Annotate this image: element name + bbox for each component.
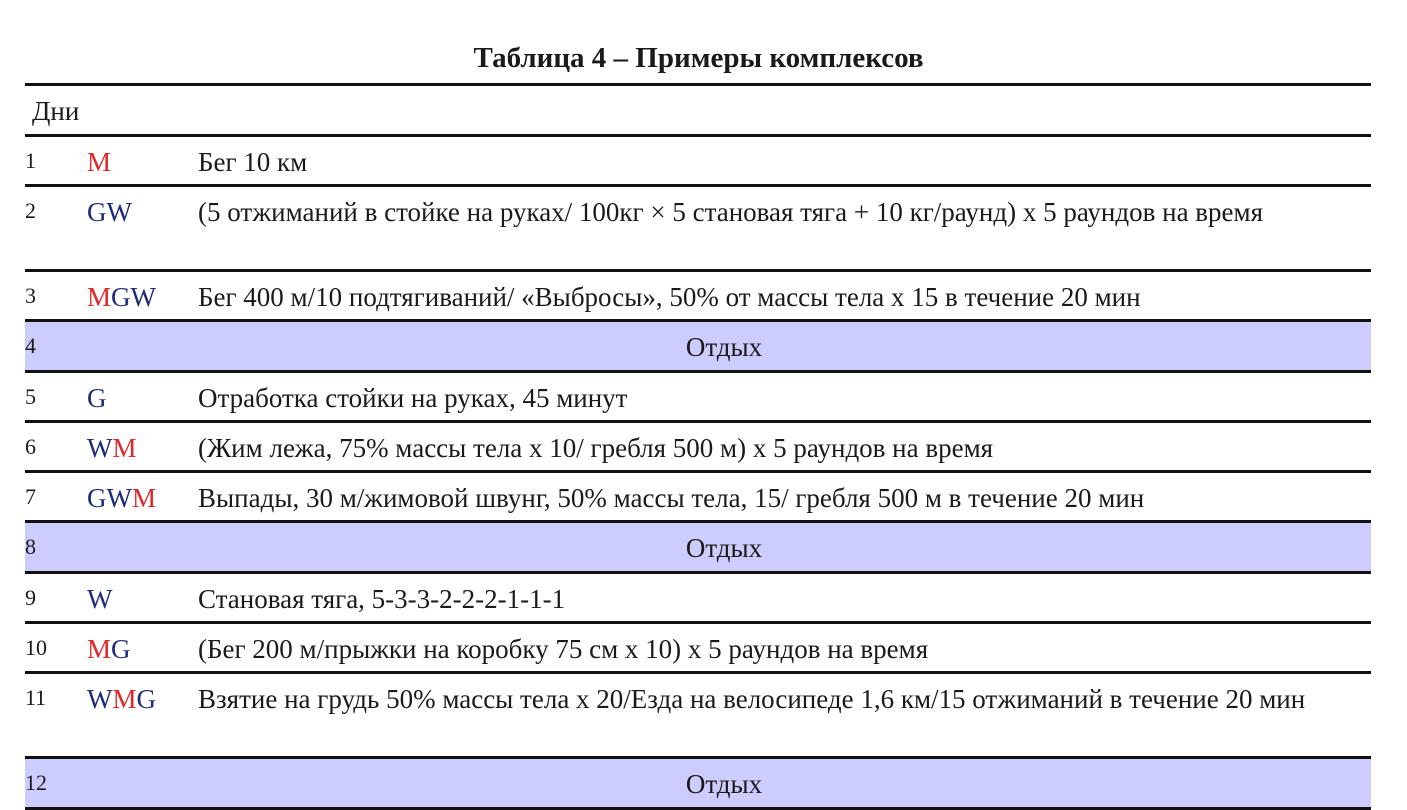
rest-row <box>25 759 1371 807</box>
workout-description: Становая тяга, 5-3-3-2-2-2-1-1-1 <box>198 584 566 614</box>
rest-row <box>25 322 1371 370</box>
table-row <box>25 574 1371 621</box>
modality-code: GW <box>87 197 132 227</box>
modality-code: W <box>87 584 113 614</box>
workout-description: Бег 10 км <box>198 147 308 177</box>
table-row <box>25 137 1371 184</box>
table-row <box>25 674 1371 756</box>
table-row <box>25 473 1371 520</box>
rest-label: Отдых <box>685 533 763 563</box>
table-row <box>25 272 1371 319</box>
modality-code: MG <box>87 634 131 664</box>
day-number: 11 <box>25 685 47 710</box>
day-number: 10 <box>25 635 47 660</box>
table-row <box>25 423 1371 470</box>
day-number: 1 <box>25 148 36 173</box>
rest-label: Отдых <box>685 332 763 362</box>
day-number: 8 <box>25 534 36 559</box>
day-number: 3 <box>25 283 36 308</box>
table-row <box>25 624 1371 671</box>
workout-description: (Бег 200 м/прыжки на коробку 75 см х 10) х 5 раундов на время <box>198 634 929 664</box>
workout-description: Взятие на грудь 50% массы тела х 20/Езда на велосипеде 1,6 км/15 отжиманий в течение 20 мин <box>198 684 1306 714</box>
workout-description: Выпады, 30 м/жимовой швунг, 50% массы тела, 15/ гребля 500 м в течение 20 мин <box>198 483 1145 513</box>
day-number: 7 <box>25 484 36 509</box>
workout-description: Отработка стойки на руках, 45 минут <box>198 383 628 413</box>
modality-code: WMG <box>87 684 156 714</box>
table-header <box>25 86 1371 134</box>
workout-description: (Жим лежа, 75% массы тела х 10/ гребля 500 м) х 5 раундов на время <box>198 433 994 463</box>
modality-code: MGW <box>87 282 156 312</box>
day-number: 2 <box>25 198 36 223</box>
workout-description: Бег 400 м/10 подтягиваний/ «Выбросы», 50% от массы тела х 15 в течение 20 мин <box>198 282 1141 312</box>
day-number: 9 <box>25 585 36 610</box>
modality-code: GWM <box>87 483 156 513</box>
modality-code: M <box>87 147 112 177</box>
workout-description: (5 отжиманий в стойке на руках/ 100кг × 5 становая тяга + 10 кг/раунд) х 5 раундов на время <box>198 197 1264 227</box>
rest-row <box>25 523 1371 571</box>
day-number: 12 <box>25 770 47 795</box>
modality-code: G <box>87 383 107 413</box>
table-row <box>25 187 1371 269</box>
table-title: Таблица 4 – Примеры комплексов <box>473 42 924 74</box>
day-number: 6 <box>25 434 36 459</box>
table-row <box>25 373 1371 420</box>
day-number: 5 <box>25 384 36 409</box>
modality-code: WM <box>87 433 137 463</box>
days-column-header: Дни <box>32 96 80 126</box>
table-body <box>25 137 1371 810</box>
workout-table <box>25 83 1371 810</box>
day-number: 4 <box>25 333 36 358</box>
rest-label: Отдых <box>685 769 763 799</box>
